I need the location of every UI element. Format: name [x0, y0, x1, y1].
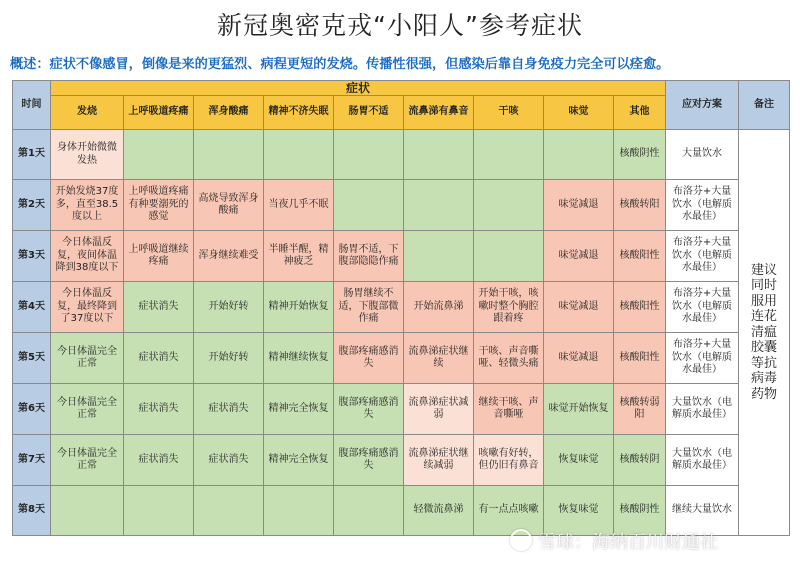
table-cell: 开始好转 — [194, 333, 264, 384]
table-cell: 精神继续恢复 — [264, 333, 334, 384]
table-row — [13, 231, 790, 282]
table-cell: 今日体温完全正常 — [51, 333, 124, 384]
table-cell: 核酸阴性 — [614, 486, 666, 536]
table-cell: 当夜几乎不眠 — [264, 180, 334, 231]
table-cell: 症状消失 — [194, 435, 264, 486]
table-cell: 症状消失 — [124, 435, 194, 486]
table-cell: 核酸转阴 — [614, 435, 666, 486]
table-cell — [194, 486, 264, 536]
table-cell: 味觉减退 — [544, 180, 614, 231]
day-label: 第8天 — [13, 486, 51, 536]
plan-cell: 大量饮水 — [666, 130, 739, 180]
table-cell: 核酸转阳 — [614, 180, 666, 231]
col-fatigue: 精神不济失眠 — [264, 96, 334, 130]
table-cell: 今日体温完全正常 — [51, 435, 124, 486]
col-stomach: 肠胃不适 — [334, 96, 404, 130]
symptom-table — [12, 80, 790, 536]
table-cell: 腹部疼痛感消失 — [334, 333, 404, 384]
plan-cell: 大量饮水（电解质水最佳） — [666, 435, 739, 486]
table-cell — [264, 486, 334, 536]
table-cell: 精神完全恢复 — [264, 435, 334, 486]
plan-cell: 大量饮水（电解质水最佳） — [666, 384, 739, 435]
table-cell — [404, 231, 474, 282]
header-plan: 应对方案 — [666, 81, 739, 130]
table-cell: 核酸阳性 — [614, 333, 666, 384]
table-cell: 开始流鼻涕 — [404, 282, 474, 333]
watermark-text: 雪球：海纳百川财通社 — [538, 532, 718, 553]
table-cell: 开始好转 — [194, 282, 264, 333]
table-cell: 症状消失 — [194, 384, 264, 435]
col-throat: 上呼吸道疼痛 — [124, 96, 194, 130]
table-cell: 症状消失 — [124, 384, 194, 435]
col-taste: 味觉 — [544, 96, 614, 130]
col-nose: 流鼻涕有鼻音 — [404, 96, 474, 130]
summary-text: 概述：症状不像感冒，倒像是来的更猛烈、病程更短的发烧。传播性很强，但感染后靠自身免疫力完全可以痊愈。 — [10, 57, 670, 72]
plan-cell: 布洛芬+大量饮水（电解质水最佳） — [666, 180, 739, 231]
col-fever: 发烧 — [51, 96, 124, 130]
table-cell: 继续干咳、声音嘶哑 — [474, 384, 544, 435]
table-cell: 流鼻涕症状减弱 — [404, 384, 474, 435]
table-cell: 高烧导致浑身酸痛 — [194, 180, 264, 231]
table-cell: 浑身继续难受 — [194, 231, 264, 282]
table-cell: 今日体温完全正常 — [51, 384, 124, 435]
table-cell: 开始干咳，咳嗽时整个胸腔跟着疼 — [474, 282, 544, 333]
day-label: 第4天 — [13, 282, 51, 333]
table-row — [13, 384, 790, 435]
table-cell: 味觉开始恢复 — [544, 384, 614, 435]
table-row — [13, 435, 790, 486]
table-cell: 有一点点咳嗽 — [474, 486, 544, 536]
table-cell: 腹部疼痛感消失 — [334, 384, 404, 435]
table-cell: 核酸阳性 — [614, 282, 666, 333]
table-cell: 流鼻涕症状继续减弱 — [404, 435, 474, 486]
table-cell — [334, 180, 404, 231]
table-cell — [124, 486, 194, 536]
table-cell: 身体开始微微发热 — [51, 130, 124, 180]
day-label: 第3天 — [13, 231, 51, 282]
table-cell: 今日体温反复，最终降到了37度以下 — [51, 282, 124, 333]
table-cell: 精神完全恢复 — [264, 384, 334, 435]
day-label: 第6天 — [13, 384, 51, 435]
table-cell — [474, 130, 544, 180]
day-label: 第1天 — [13, 130, 51, 180]
col-other: 其他 — [614, 96, 666, 130]
table-cell — [124, 130, 194, 180]
table-cell — [264, 130, 334, 180]
table-cell: 核酸转弱阳 — [614, 384, 666, 435]
table-cell — [334, 130, 404, 180]
table-cell: 核酸阳性 — [614, 231, 666, 282]
table-cell — [474, 180, 544, 231]
table-cell: 肠胃不适，下腹部隐隐作痛 — [334, 231, 404, 282]
plan-cell: 继续大量饮水 — [666, 486, 739, 536]
table-cell — [404, 130, 474, 180]
table-cell: 味觉减退 — [544, 231, 614, 282]
table-cell: 开始发烧37度多，直至38.5度以上 — [51, 180, 124, 231]
table-cell: 精神开始恢复 — [264, 282, 334, 333]
table-cell: 轻微流鼻涕 — [404, 486, 474, 536]
table-cell: 上呼吸道继续疼痛 — [124, 231, 194, 282]
table-cell: 肠胃继续不适，下腹部微作痛 — [334, 282, 404, 333]
table-row — [13, 130, 790, 180]
page-title: 新冠奥密克戎“小阳人”参考症状 — [217, 11, 583, 40]
table-row — [13, 180, 790, 231]
table-cell: 味觉减退 — [544, 333, 614, 384]
table-cell: 上呼吸道疼痛有种要溺死的感觉 — [124, 180, 194, 231]
header-symptoms: 症状 — [51, 81, 666, 96]
day-label: 第7天 — [13, 435, 51, 486]
table-cell — [51, 486, 124, 536]
plan-cell: 布洛芬+大量饮水（电解质水最佳） — [666, 333, 739, 384]
table-cell: 今日体温反复，夜间体温降到38度以下 — [51, 231, 124, 282]
table-cell: 咳嗽有好转，但仍旧有鼻音 — [474, 435, 544, 486]
col-body-ache: 浑身酸痛 — [194, 96, 264, 130]
table-cell — [194, 130, 264, 180]
table-cell: 干咳、声音嘶哑、轻微头痛 — [474, 333, 544, 384]
table-cell — [544, 130, 614, 180]
table-row — [13, 282, 790, 333]
day-label: 第5天 — [13, 333, 51, 384]
table-cell: 恢复味觉 — [544, 486, 614, 536]
table-cell — [474, 231, 544, 282]
day-label: 第2天 — [13, 180, 51, 231]
header-notes: 备注 — [739, 81, 790, 130]
table-cell: 恢复味觉 — [544, 435, 614, 486]
table-cell: 流鼻涕症状继续 — [404, 333, 474, 384]
table-cell: 味觉减退 — [544, 282, 614, 333]
plan-cell: 布洛芬+大量饮水（电解质水最佳） — [666, 231, 739, 282]
snowball-logo-icon — [510, 529, 532, 551]
table-cell — [334, 486, 404, 536]
col-cough: 干咳 — [474, 96, 544, 130]
plan-cell: 布洛芬+大量饮水（电解质水最佳） — [666, 282, 739, 333]
note-cell: 建议同时服用连花清瘟胶囊等抗病毒药物 — [739, 130, 790, 536]
table-cell: 半睡半醒，精神疲乏 — [264, 231, 334, 282]
table-cell — [404, 180, 474, 231]
table-row — [13, 333, 790, 384]
table-cell: 核酸阴性 — [614, 130, 666, 180]
watermark — [510, 528, 718, 554]
header-time: 时间 — [13, 81, 51, 130]
table-cell: 腹部疼痛感消失 — [334, 435, 404, 486]
table-cell: 症状消失 — [124, 282, 194, 333]
table-cell: 症状消失 — [124, 333, 194, 384]
